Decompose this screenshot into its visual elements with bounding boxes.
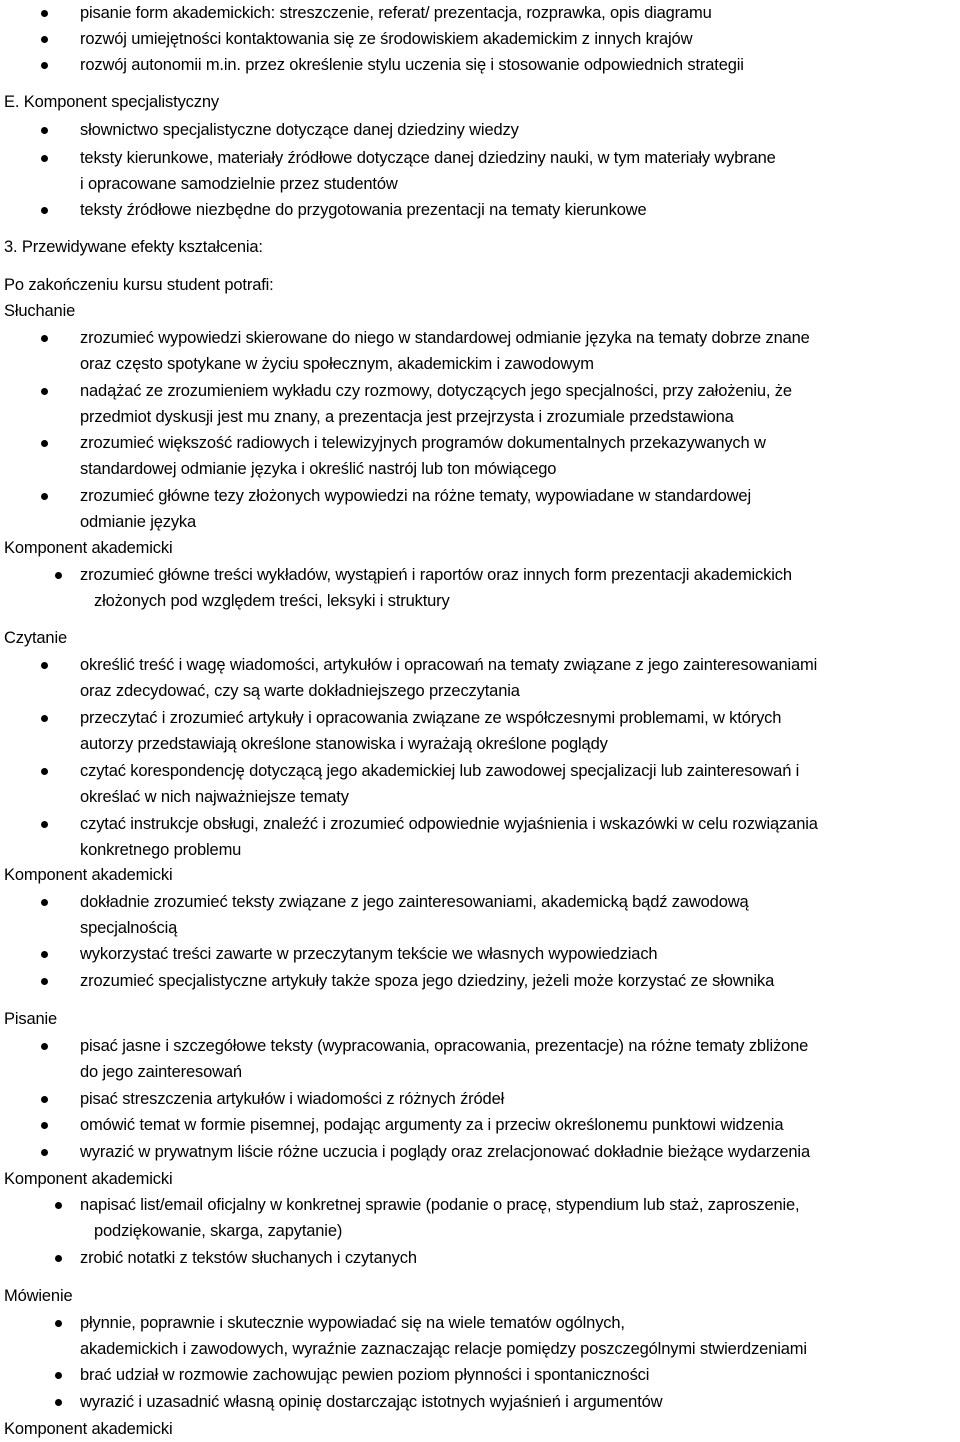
list-item-text: zrobić notatki z tekstów słuchanych i czytanych [80,1249,417,1267]
section-heading: Czytanie [4,629,67,647]
list-item-text: oraz często spotykane w życiu społecznym, akademickim i zawodowym [80,355,594,373]
list-item-text: zrozumieć wypowiedzi skierowane do niego w standardowej odmianie języka na tematy dobrze znane [80,329,810,347]
bullet-icon [55,1399,62,1406]
list-item-text: zrozumieć większość radiowych i telewizyjnych programów dokumentalnych przekazywanych w [80,434,766,452]
section-heading: Pisanie [4,1010,58,1028]
bullet-icon [41,768,48,775]
list-item-text: autorzy przedstawiają określone stanowiska i wyrażają określone poglądy [80,735,608,753]
list-item-text: pisanie form akademickich: streszczenie, referat/ prezentacja, rozprawka, opis diagramu [80,4,712,22]
list-item-text: omówić temat w formie pisemnej, podając argumenty za i przeciw określonemu punktowi widzenia [80,1116,784,1134]
list-item-text: pisać streszczenia artykułów i wiadomości z różnych źródeł [80,1090,505,1108]
list-item-text: zrozumieć specjalistyczne artykuły także spoza jego dziedziny, jeżeli może korzystać ze słownika [80,972,775,990]
section-heading: E. Komponent specjalistyczny [4,93,219,111]
bullet-icon [41,10,48,17]
list-item-text: zrozumieć główne treści wykładów, wystąpień i raportów oraz innych form prezentacji akademickich [80,566,792,584]
list-item-text: specjalnością [80,919,178,937]
list-item-text: czytać instrukcje obsługi, znaleźć i zrozumieć odpowiednie wyjaśnienia i wskazówki w celu rozwiązania [80,815,818,833]
bullet-icon [41,715,48,722]
bullet-icon [41,951,48,958]
bullet-icon [55,1320,62,1327]
bullet-icon [41,1149,48,1156]
list-item-text: wykorzystać treści zawarte w przeczytanym tekście we własnych wypowiedziach [80,945,658,963]
list-item-text: określać w nich najważniejsze tematy [80,788,349,806]
bullet-icon [41,1096,48,1103]
list-item-text: wyrazić i uzasadnić własną opinię dostarczając istotnych wyjaśnień i argumentów [80,1393,663,1411]
list-item-text: dokładnie zrozumieć teksty związane z jego zainteresowaniami, akademicką bądź zawodową [80,893,749,911]
list-item-text: wyrazić w prywatnym liście różne uczucia i poglądy oraz zrelacjonować dokładnie bieżące wydarzenia [80,1143,810,1161]
list-item-text: płynnie, poprawnie i skutecznie wypowiadać się na wiele tematów ogólnych, [80,1314,625,1332]
bullet-icon [41,821,48,828]
list-item-text: słownictwo specjalistyczne dotyczące danej dziedziny wiedzy [80,121,519,139]
list-item-text: określić treść i wagę wiadomości, artykułów i opracowań na tematy związane z jego zainteresowaniami [80,656,818,674]
list-item-text: rozwój umiejętności kontaktowania się ze środowiskiem akademickim z innych krajów [80,30,693,48]
bullet-icon [41,335,48,342]
list-item-text: oraz zdecydować, czy są warte dokładniejszego przeczytania [80,682,520,700]
section-heading: Po zakończeniu kursu student potrafi: [4,276,274,294]
bullet-icon [41,127,48,134]
list-item-text: zrozumieć główne tezy złożonych wypowiedzi na różne tematy, wypowiadane w standardowej [80,487,751,505]
list-item-text: konkretnego problemu [80,841,242,859]
bullet-icon [55,572,62,579]
list-item-text: pisać jasne i szczegółowe teksty (wypracowania, opracowania, prezentacje) na różne tematy zbliżone [80,1037,809,1055]
list-item-text: przeczytać i zrozumieć artykuły i opracowania związane ze współczesnymi problemami, w których [80,709,782,727]
section-heading: Mówienie [4,1287,73,1305]
bullet-icon [41,1122,48,1129]
bullet-icon [55,1255,62,1262]
list-item-text: złożonych pod względem treści, leksyki i struktury [94,592,450,610]
list-item-text: teksty źródłowe niezbędne do przygotowania prezentacji na tematy kierunkowe [80,201,647,219]
list-item-text: przedmiot dyskusji jest mu znany, a prezentacja jest przejrzysta i zrozumiale przedstawiona [80,408,734,426]
list-item-text: rozwój autonomii m.in. przez określenie stylu uczenia się i stosowanie odpowiednich strategii [80,56,744,74]
bullet-icon [55,1372,62,1379]
section-heading: Komponent akademicki [4,1420,173,1438]
section-heading: Komponent akademicki [4,539,173,557]
bullet-icon [55,1202,62,1209]
bullet-icon [41,493,48,500]
bullet-icon [41,36,48,43]
bullet-icon [41,1043,48,1050]
list-item-text: i opracowane samodzielnie przez studentów [80,175,398,193]
bullet-icon [41,62,48,69]
bullet-icon [41,388,48,395]
list-item-text: odmianie języka [80,513,197,531]
bullet-icon [41,155,48,162]
list-item-text: podziękowanie, skarga, zapytanie) [94,1222,343,1240]
list-item-text: nadążać ze zrozumieniem wykładu czy rozmowy, dotyczących jego specjalności, przy założeniu, że [80,382,792,400]
list-item-text: czytać korespondencję dotyczącą jego akademickiej lub zawodowej specjalizacji lub zainteresowań i [80,762,800,780]
list-item-text: do jego zainteresowań [80,1063,242,1081]
list-item-text: standardowej odmianie języka i określić nastrój lub ton mówiącego [80,460,557,478]
section-heading: Komponent akademicki [4,1170,173,1188]
section-heading: Słuchanie [4,302,76,320]
bullet-icon [41,899,48,906]
section-heading: Komponent akademicki [4,866,173,884]
list-item-text: napisać list/email oficjalny w konkretnej sprawie (podanie o pracę, stypendium lub staż, zaproszenie, [80,1196,800,1214]
bullet-icon [41,978,48,985]
section-heading: 3. Przewidywane efekty kształcenia: [4,238,263,256]
list-item-text: akademickich i zawodowych, wyraźnie zaznaczając relacje pomiędzy poszczególnymi stwierdzeniami [80,1340,807,1358]
list-item-text: brać udział w rozmowie zachowując pewien poziom płynności i spontaniczności [80,1366,650,1384]
bullet-icon [41,440,48,447]
list-item-text: teksty kierunkowe, materiały źródłowe dotyczące danej dziedziny nauki, w tym materiały wybrane [80,149,776,167]
bullet-icon [41,207,48,214]
bullet-icon [41,662,48,669]
